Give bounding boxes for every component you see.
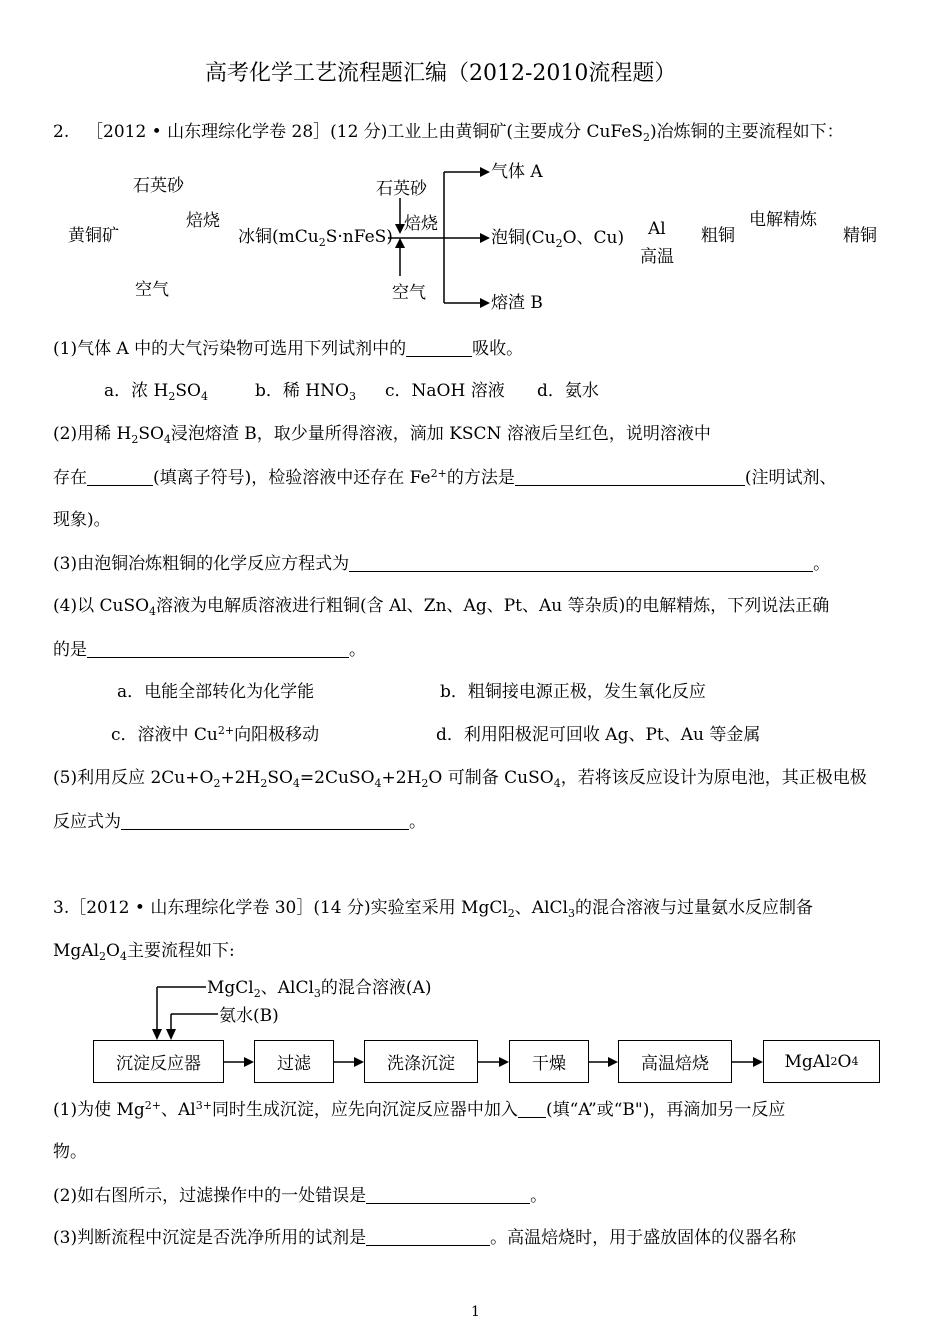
q2-part4-line2: 的是 。 xyxy=(53,640,366,660)
answer-blank[interactable] xyxy=(366,1229,490,1246)
flow-ore: 黄铜矿 xyxy=(68,226,119,246)
flow-quartz-1: 石英砂 xyxy=(133,176,184,196)
flow-product: MgAl 2 O 4 xyxy=(763,1040,880,1083)
q2-part4-option-d: d．利用阳极泥可回收 Ag、Pt、Au 等金属 xyxy=(436,725,761,745)
q2-part4-line1: (4)以 CuSO$_4$溶液为电解质溶液进行粗铜(含 Al、Zn、Ag、Pt、Au 等杂质)的电解精炼，下列说法正确 xyxy=(53,596,830,618)
q2-part5-line1: (5)利用反应 $2Cu+O_2+2H_2SO_4=2CuSO_4+2H_2O$ 可制备 CuSO$_4$，若将该反应设计为原电池，其正极电极 xyxy=(53,768,867,790)
flow-air-1: 空气 xyxy=(135,280,169,300)
q3-intro: $MgAl_2O_4$主要流程如下: xyxy=(53,941,235,963)
answer-blank[interactable] xyxy=(366,1187,530,1204)
flow-step-wash-precipitate: 洗涤沉淀 xyxy=(364,1040,478,1083)
flow-step-filtration: 过滤 xyxy=(254,1040,334,1083)
flow-input-a: MgCl$_2$、AlCl$_3$的混合溶液(A) xyxy=(207,978,432,1000)
q2-part1: (1)气体 A 中的大气污染物可选用下列试剂中的 吸收。 xyxy=(53,339,524,359)
q2-source: ［2012 • 山东理综化学卷 28］(12 分)工业上由黄铜矿(主要成分 CuFeS$_2$)冶炼铜的主要流程如下： xyxy=(86,122,844,144)
flow-roast-2: 焙烧 xyxy=(404,214,438,234)
flow-step-precipitation-reactor: 沉淀反应器 xyxy=(93,1040,224,1083)
q2-part4-option-a: a．电能全部转化为化学能 xyxy=(117,682,315,702)
flow-electro-refine: 电解精炼 xyxy=(749,210,817,230)
flow-air-2: 空气 xyxy=(392,283,426,303)
q2-part2-line1: (2)用稀 $H_2SO_4$浸泡熔渣 B，取少量所得溶液，滴加 KSCN 溶液后呈红色，说明溶液中 xyxy=(53,424,711,446)
flow-al: Al xyxy=(648,219,666,239)
q2-part2-line3: 现象)。 xyxy=(53,510,111,530)
page-number: 1 xyxy=(471,1304,480,1320)
q3-source: 3.［2012 • 山东理综化学卷 30］(14 分)实验室采用 MgCl$_2$、AlCl$_3$的混合溶液与过量氨水反应制备 xyxy=(53,898,813,920)
flow-step-drying: 干燥 xyxy=(509,1040,589,1083)
flow-crude-copper: 粗铜 xyxy=(701,226,735,246)
flow-input-b: 氨水(B) xyxy=(219,1006,279,1026)
flow-high-temp: 高温 xyxy=(640,247,674,267)
q2-option-b: b．稀 $HNO_3$ xyxy=(255,381,356,403)
q2-part3: (3)由泡铜冶炼粗铜的化学反应方程式为 。 xyxy=(53,554,831,574)
q2-option-a: a．浓 $H_2SO_4$ xyxy=(104,381,208,403)
flow-refined-copper: 精铜 xyxy=(843,226,877,246)
q2-part4-option-c: c．溶液中 $Cu^{2+}$向阳极移动 xyxy=(111,724,320,745)
flow-quartz-2: 石英砂 xyxy=(376,179,427,199)
q2-part5-line2: 反应式为 。 xyxy=(53,812,426,832)
q3-part2: (2)如右图所示，过滤操作中的一处错误是 。 xyxy=(53,1186,548,1206)
flow-step-high-temp-roast: 高温焙烧 xyxy=(618,1040,732,1083)
flow-roast-1: 焙烧 xyxy=(186,211,220,231)
flow-blister-copper: 泡铜($Cu_2O$、Cu) xyxy=(491,228,625,250)
q3-part3: (3)判断流程中沉淀是否洗净所用的试剂是 。高温焙烧时，用于盛放固体的仪器名称 xyxy=(53,1228,797,1248)
document-title: 高考化学工艺流程题汇编（2012-2010流程题） xyxy=(205,61,677,86)
q2-part2-line2: 存在 (填离子符号)，检验溶液中还存在 $Fe^{2+}$的方法是 (注明试剂、 xyxy=(53,467,837,488)
flow-gas-a: 气体 A xyxy=(491,162,543,182)
q2-option-d: d．氨水 xyxy=(537,381,599,401)
flow-slag-b: 熔渣 B xyxy=(491,293,543,313)
q3-part1-line1: (1)为使 $Mg^{2+}$、$Al^{3+}$同时生成沉淀，应先向沉淀反应器中加入 (填“A”或“B")，再滴加另一反应 xyxy=(53,1099,786,1120)
q2-part4-option-b: b．粗铜接电源正极，发生氧化反应 xyxy=(440,682,706,702)
q3-part1-line2: 物。 xyxy=(53,1142,87,1162)
q2-number: 2. xyxy=(53,122,70,142)
flow-matte: 冰铜(mCu$_2$S·nFeS) xyxy=(238,227,393,249)
answer-blank[interactable] xyxy=(518,1101,546,1118)
q2-option-c: c．NaOH 溶液 xyxy=(385,381,505,401)
